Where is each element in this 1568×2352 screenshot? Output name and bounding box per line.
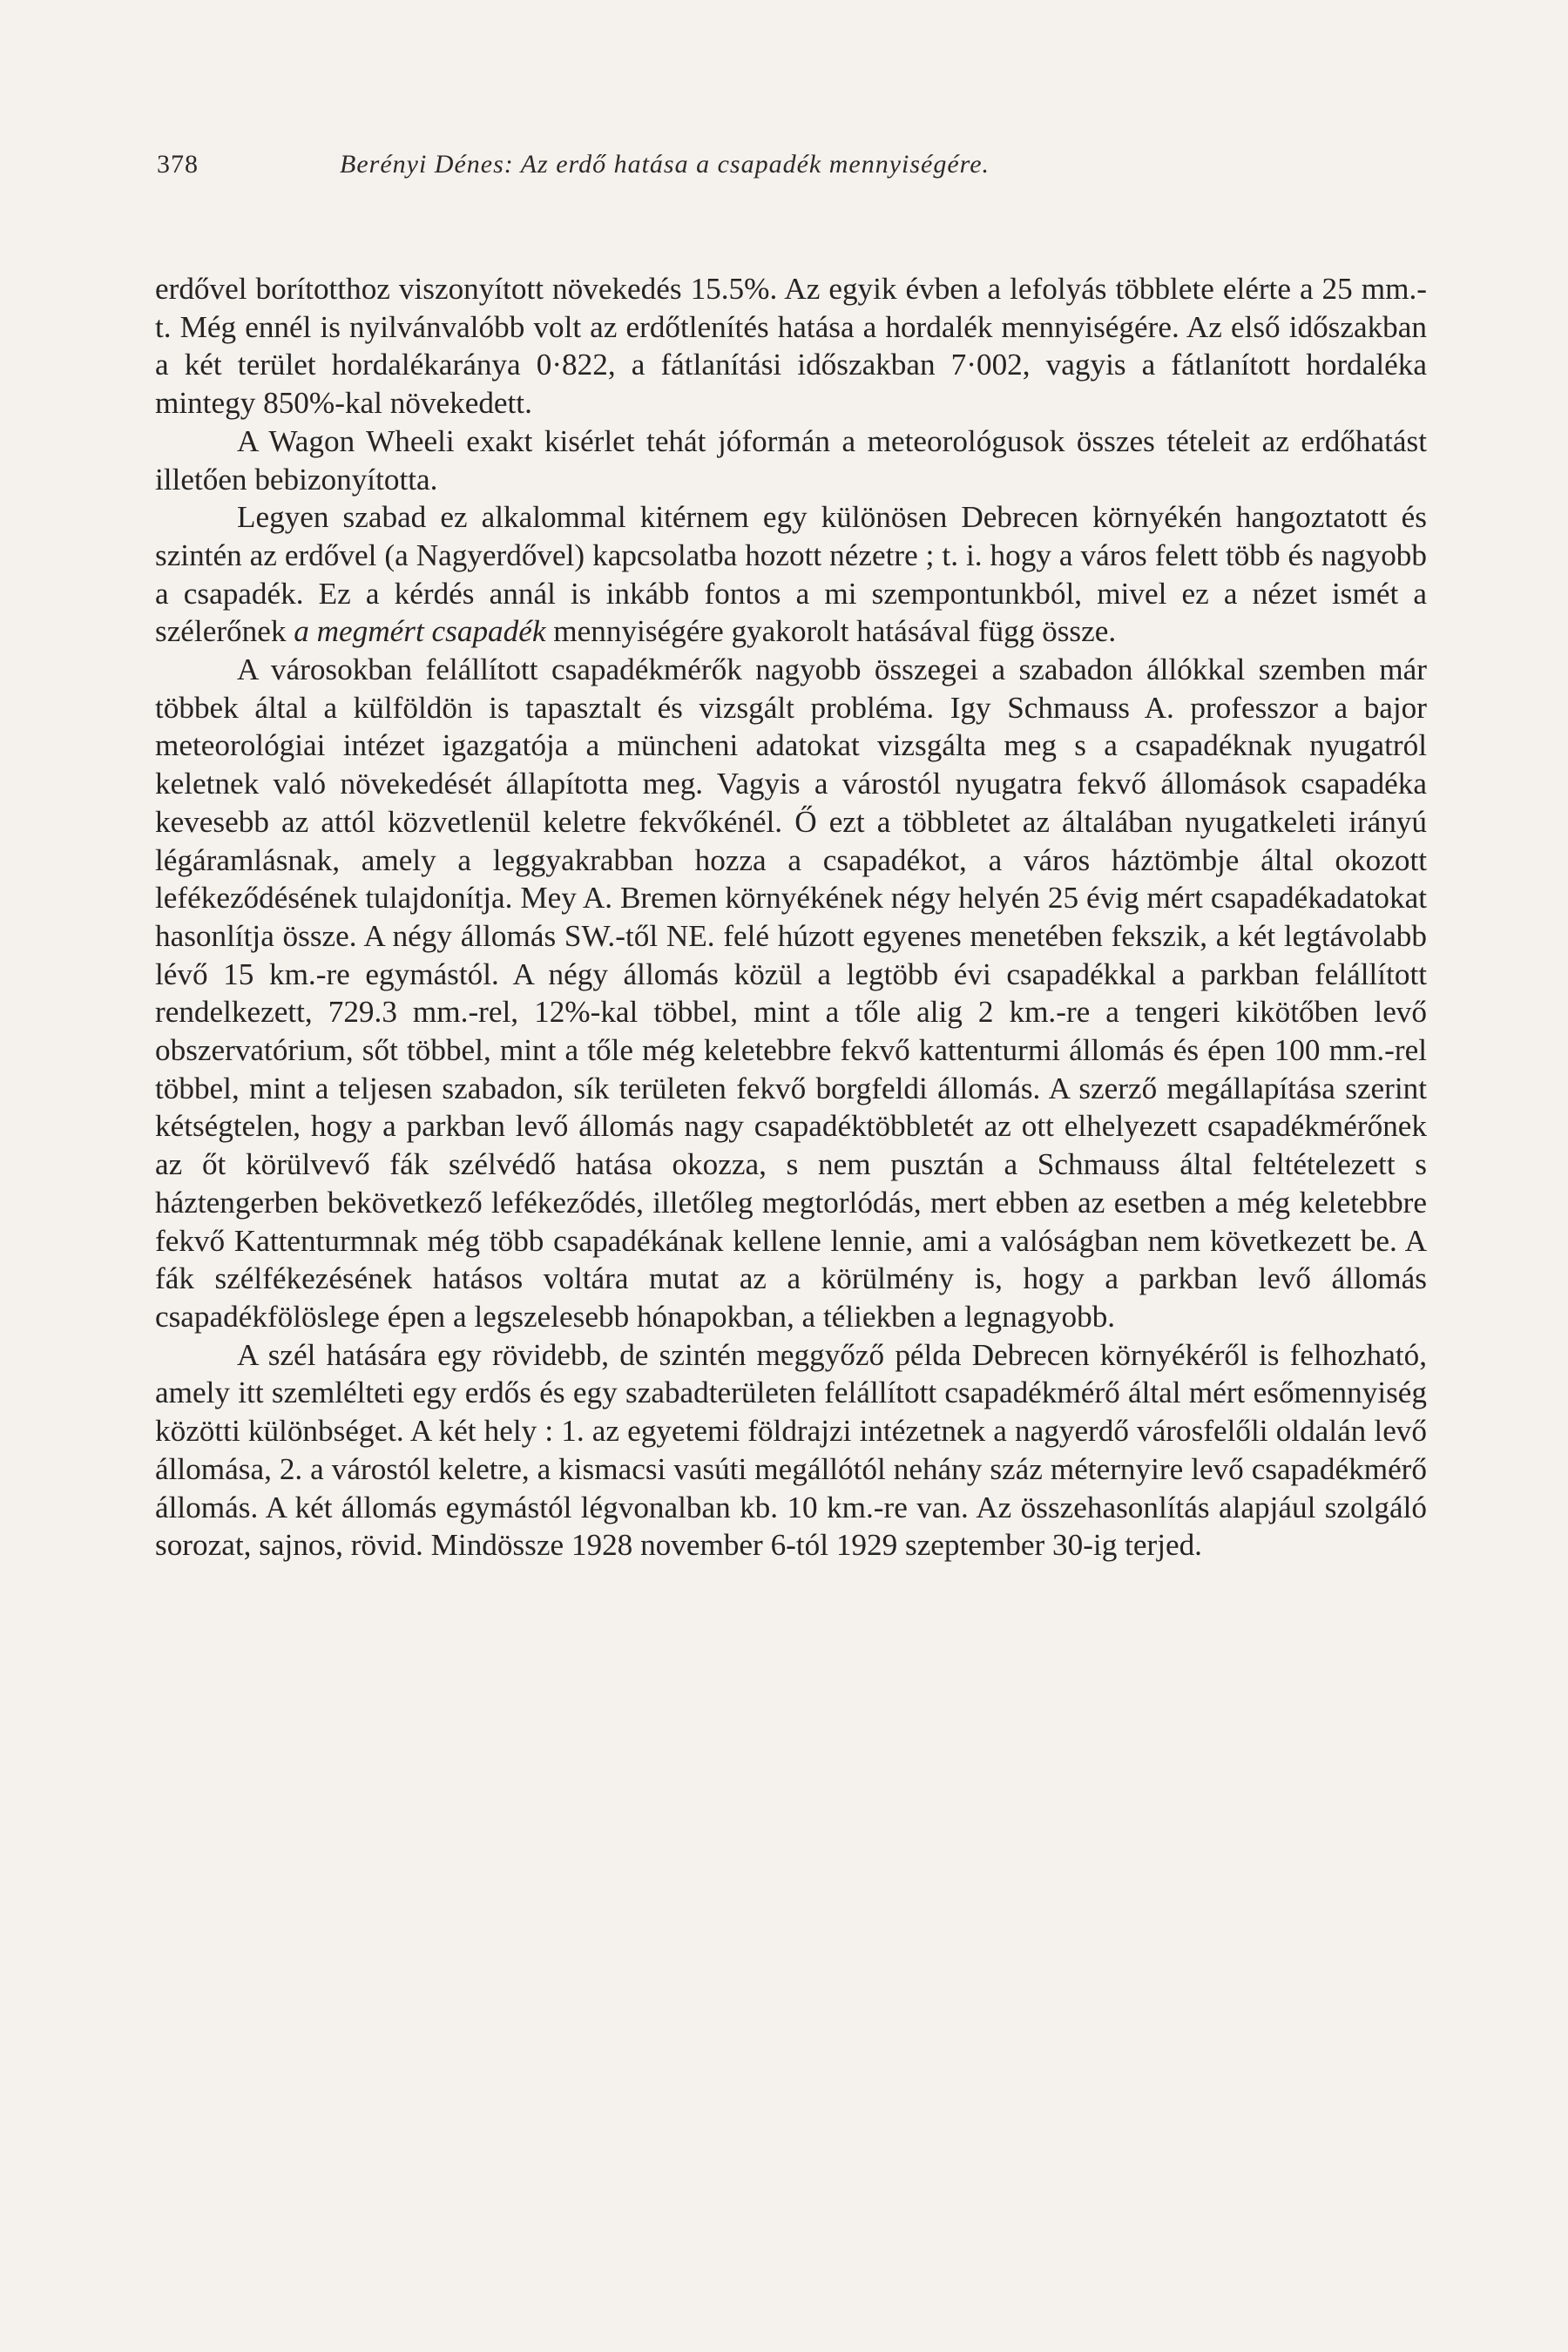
paragraph-text-after: mennyiségére gyakorolt hatásával függ össze. (545, 614, 1117, 649)
page-header (157, 150, 1429, 193)
page-number: 378 (157, 150, 199, 179)
paragraph-wagon-wheel: A Wagon Wheeli exakt kisérlet tehát jóformán a meteorológusok összes tételeit az erdőhatást illetően bebizonyította. (155, 423, 1427, 497)
paragraph-debrecen-view (155, 498, 1427, 651)
paragraph-text-before: Legyen szabad ez alkalommal kitérnem egy különösen Debrecen környékén hangoztatott és szintén az erdővel (a Nagyerdővel) kapcsolatba hozott nézetre ; t. i. hogy a város felett több és nagyobb a csapadék. Ez a kérdés annál is inkább fontos a mi szempontunkból, mivel ez a nézet ismét a szélerőnek (155, 500, 1427, 649)
paragraph-continuation: erdővel borítotthoz viszonyított növekedés 15.5%. Az egyik évben a lefolyás többlete elérte a 25 mm.-t. Még ennél is nyilvánvalóbb volt az erdőtlenítés hatása a hordalék mennyiségére. Az első időszakban a két terület hordalékaránya 0·822, a fátlanítási időszakban 7·002, vagyis a fátlanított hordaléka mintegy 850%-kal növekedett. (155, 272, 1427, 421)
paragraph-wind-example: A szél hatására egy rövidebb, de szintén meggyőző példa Debrecen környékéről is felhozható, amely itt szemlélteti egy erdős és egy szabadterületen felállított csapadékmérő által mért esőmennyiség közötti különbséget. A két hely : 1. az egyetemi földrajzi intézetnek a nagyerdő városfelőli oldalán levő állomása, 2. a várostól keletre, a kismacsi vasúti megállótól nehány száz méternyire levő csapadékmérő állomás. A két állomás egymástól légvonalban kb. 10 km.-re van. Az összehasonlítás alapjául szolgáló sorozat, sajnos, rövid. Mindössze 1928 november 6-tól 1929 szeptember 30-ig terjed. (155, 1337, 1427, 1563)
emphasis-measured-precipitation: a megmért csapadék (294, 614, 546, 649)
body-text (155, 270, 1427, 1565)
running-title: Berényi Dénes: Az erdő hatása a csapadék mennyiségére. (340, 150, 990, 179)
paragraph-city-gauges: A városokban felállított csapadékmérők nagyobb összegei a szabadon állókkal szemben már többek által a külföldön is tapasztalt és vizsgált probléma. Igy Schmauss A. professzor a bajor meteorológiai intézet igazgatója a müncheni adatokat vizsgálta meg s a csapadéknak nyugatról keletnek való növekedését állapította meg. Vagyis a várostól nyugatra fekvő állomások csapadéka kevesebb az attól közvetlenül keletre fekvőkénél. Ő ezt a többletet az általában nyugatkeleti irányú légáramlásnak, amely a leggyakrabban hozza a csapadékot, a város háztömbje által okozott lefékeződésének tulajdonítja. Mey A. Bremen környékének négy helyén 25 évig mért csapadékadatokat hasonlítja össze. A négy állomás SW.-től NE. felé húzott egyenes menetében fekszik, a két legtávolabb lévő 15 km.-re egymástól. A négy állomás közül a legtöbb évi csapadékkal a parkban felállított rendelkezett, 729.3 mm.-rel, 12%-kal többel, mint a tőle alig 2 km.-re a tengeri kikötőben levő obszervatórium, sőt többel, mint a tőle még keletebbre fekvő kattenturmi állomás és épen 100 mm.-rel többel, mint a teljesen szabadon, sík területen fekvő borgfeldi állomás. A szerző megállapítása szerint kétségtelen, hogy a parkban levő állomás nagy csapadéktöbbletét az ott elhelyezett csapadékmérőnek az őt körülvevő fák szélvédő hatása okozza, s nem pusztán a Schmauss által feltételezett s háztengerben bekövetkező lefékeződés, illetőleg megtorlódás, mert ebben az esetben a még keletebbre fekvő Kattenturmnak még több csapadékának kellene lennie, ami a valóságban nem következett be. A fák szélfékezésének hatásos voltára mutat az a körülmény is, hogy a parkban levő állomás csapadékfölöslege épen a legszelesebb hónapokban, a téliekben a legnagyobb. (155, 652, 1427, 1334)
